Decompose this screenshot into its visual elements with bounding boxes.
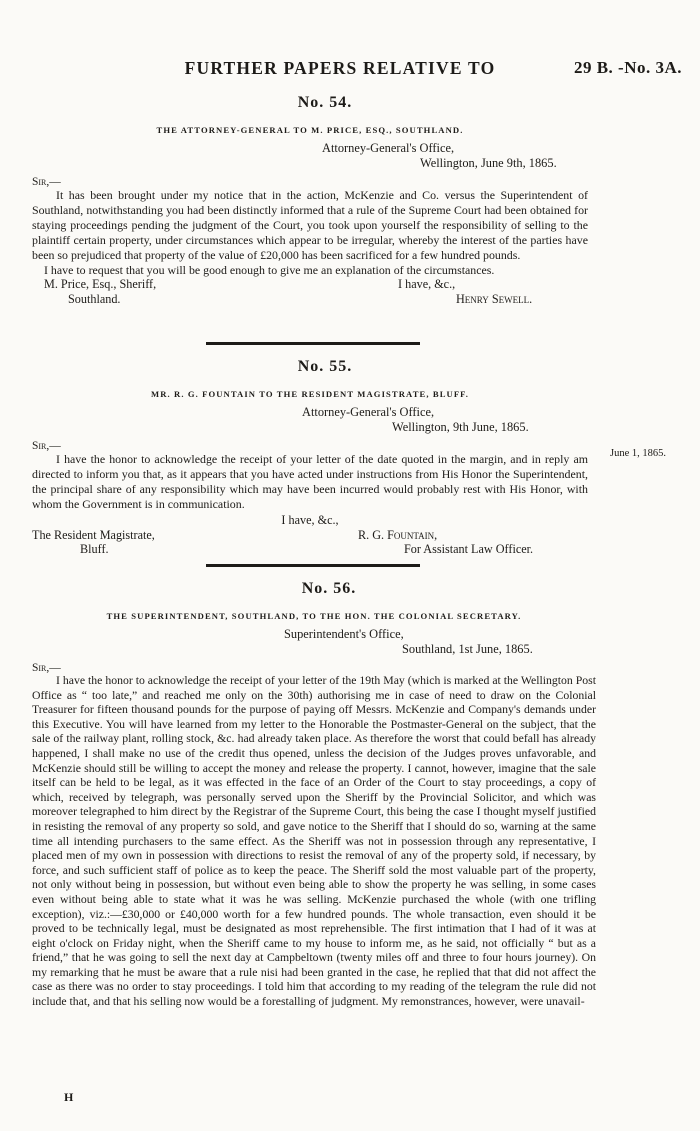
signature-title: For Assistant Law Officer. [404, 542, 534, 557]
letter-paragraph: It has been brought under my notice that in the action, McKenzie and Co. versus the Superintendent of Southland, notwithstanding you had been distinctly informed that a rule of the Supreme Court had been obtained for staying proceedings pending the judgment of the Court, you took upon yourself the responsibility of selling to the plaintiff certain property, under circumstances which appear to be irregular, whereby the interest of the parties have been so prejudiced that property of the value of £20,000 has been sacrificed for a few hundred pounds. [32, 188, 588, 262]
addressee-line: The Resident Magistrate, [32, 527, 155, 542]
closing-line: I have, &c., [281, 512, 339, 527]
running-header-title: FURTHER PAPERS RELATIVE TO [184, 58, 496, 78]
letter-paragraph: I have the honor to acknowledge the receipt of your letter of the 19th May (which is marked at the Wellington Post Office as “ too late,” and reached me only on the 30th) authorising me in case of need to draw on the Colonial Treasurer for fifteen thousand pounds for the purpose of paying off Messrs. McKenzie and Company's demands under this Executive. You will have learned from my letter to the Honorable the Postmaster-General on the subject, that the sale of the railway plant, rolling stock, &c. had already taken place. As therefore the worst that could befall has already happened, I shall make no use of the credit thus opened, unless the decision of the Judges proves unfavorable, and McKenzie should still be willing to accept the money and release the property. I cannot, however, imagine that the sale itself can be held to be legal, as it was effected in the face of an Order of the Court to stay proceedings, a copy of which, received by telegraph, was personally served upon the Sheriff by the Provincial Solicitor, and which was moreover telegraphed to him direct by the Registrar of the Supreme Court, this being the case I thought myself justified in resisting the removal of any property so sold, and gave notice to the Sheriff that I should do so, warning at the same time all intending purchasers to the same effect. As the Sheriff was not in possession through any representative, I placed men of my own in possession with directions to resist the removal of any of the property sold, if necessary, by force, and such sufficient staff of police as to keep the peace. The Sheriff sold the most valuable part of the property, not only without being in possession, but without even being able to show the property he was selling, in some cases even without being able to state what it was he was selling. McKenzie purchased the whole (with one trifling exception), viz.:—£30,000 or £40,000 worth for a few hundred pounds. The whole transaction, even should it be proved to be technically legal, must be designated as most reprehensible. The first intimation that I had of it was at eight o'clock on Friday night, when the Sheriff came to my house to inform me, as he said, not officially “ but as a friend,” that he was going to sell the next day at Campbeltown (twenty miles off and three to four hours journey). On my remarking that he must be aware that a rule nisi had been granted in the case, he replied that that did not affect the case as there was no order to stay proceedings. I told him that according to my reading of the telegram the rule did not include that, and that his selling now would be a forestalling of judgment. My remonstrances, however, were unavail- [32, 674, 596, 1009]
letter-heading: THE ATTORNEY-GENERAL TO M. PRICE, ESQ., SOUTHLAND. [156, 125, 464, 135]
office-dateline [322, 141, 588, 171]
signature-mark: H [64, 1090, 74, 1104]
letter-heading: MR. R. G. FOUNTAIN TO THE RESIDENT MAGISTRATE, BLUFF. [151, 389, 469, 399]
salutation: Sir,— [32, 440, 61, 452]
letter-55 [32, 358, 588, 557]
closing [398, 277, 588, 306]
place-date: Wellington, 9th June, 1865. [392, 420, 529, 434]
section-divider [206, 564, 420, 567]
letter-heading: THE SUPERINTENDENT, SOUTHLAND, TO THE HON. THE COLONIAL SECRETARY. [106, 611, 522, 621]
addressee-line: Southland. [68, 291, 121, 306]
section-divider [206, 342, 420, 345]
salutation: Sir,— [32, 662, 61, 674]
addressee-line: Bluff. [80, 542, 109, 557]
letter-number: No. 56. [301, 580, 357, 597]
office-name: Attorney-General's Office, [322, 141, 455, 155]
place-date: Southland, 1st June, 1865. [402, 642, 533, 656]
addressee-line: M. Price, Esq., Sheriff, [44, 277, 157, 292]
salutation: Sir,— [32, 176, 61, 188]
signature-block [32, 528, 588, 557]
addressee [32, 528, 155, 557]
paper-reference: 29 B. -No. 3A. [573, 58, 682, 77]
office-name: Attorney-General's Office, [302, 405, 435, 419]
addressee [32, 277, 156, 306]
signature-block [32, 277, 588, 306]
letter-paragraph: I have to request that you will be good enough to give me an explanation of the circumstances. [44, 262, 495, 277]
margin-note-date: June 1, 1865. [610, 448, 666, 459]
letter-paragraph: I have the honor to acknowledge the receipt of your letter of the date quoted in the margin, and in reply am directed to inform you that, as it appears that you have acted under instructions from His Honor the Superintendent, the principal share of any responsibility which may have been incurred would probably rest with His Honor, with whom the Government is in communication. [32, 452, 588, 511]
letter-number: No. 54. [297, 94, 353, 111]
signature-name: R. G. Fountain, [358, 527, 438, 542]
office-dateline [284, 627, 596, 657]
letter-number: No. 55. [297, 358, 353, 375]
office-name: Superintendent's Office, [284, 627, 404, 641]
signatory [358, 528, 588, 557]
letter-56 [32, 580, 596, 1010]
closing-line: I have, &c., [398, 277, 456, 292]
letter-54 [32, 94, 588, 306]
office-dateline [302, 405, 588, 435]
signature-name: Henry Sewell. [456, 291, 533, 306]
place-date: Wellington, June 9th, 1865. [420, 156, 557, 170]
